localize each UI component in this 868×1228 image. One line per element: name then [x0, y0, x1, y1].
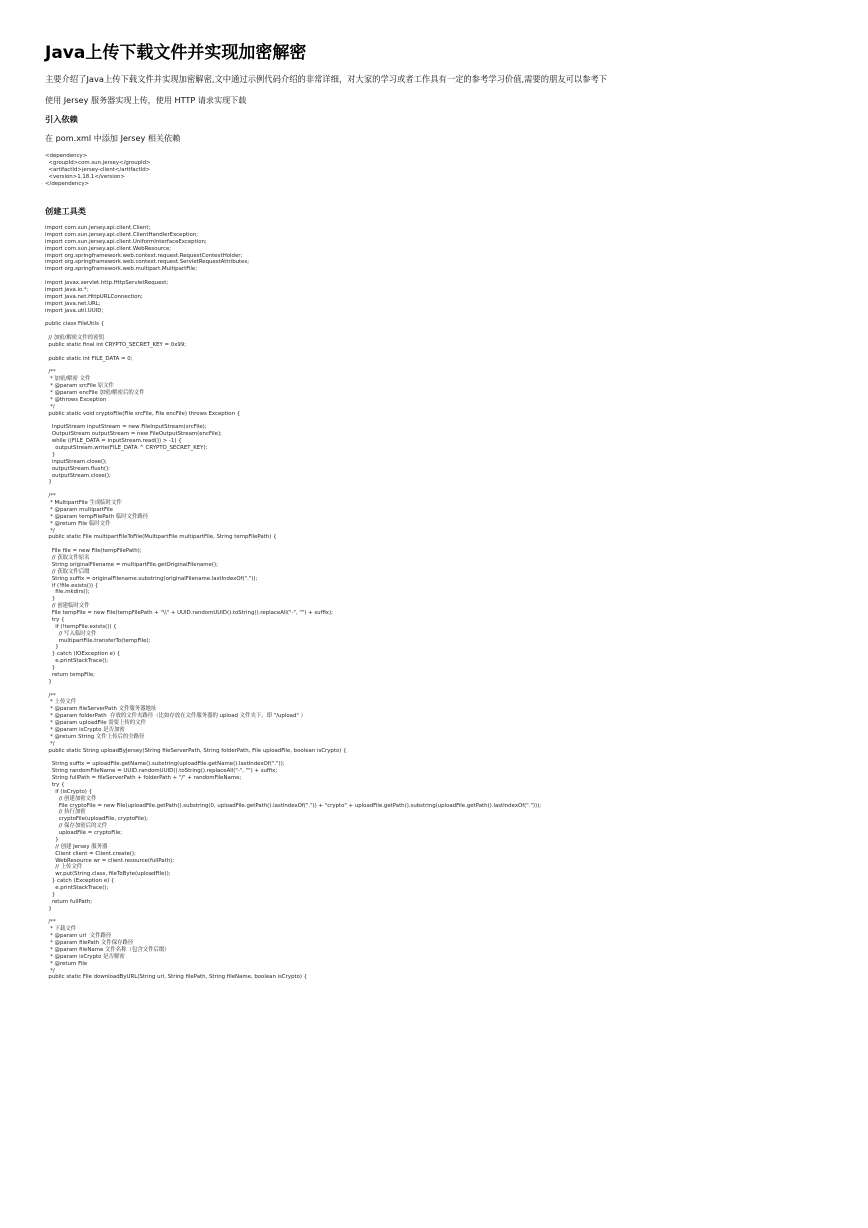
heading-utility-class: 创建工具类: [45, 206, 86, 216]
paragraph-jersey-intro: 使用 Jersey 服务器实现上传，使用 HTTP 请求实现下载: [45, 95, 247, 105]
code-block-fileutils: import com.sun.jersey.api.client.Client; import com.sun.jersey.api.client.ClientHandlerException; import com.sun.jersey.api.client.UniformInterfaceException; import com.sun.jersey.api.client.WebResource; import org.springframework.web.context.request.RequestContextHolder; import org.springframework.web.context.request.ServletRequestAttributes; import org.springframework.web.multipart.MultipartFile; import javax.servlet.http.HttpServletRequest; import java.io.*; import java.net.HttpURLConnection; import java.net.URL; import java.util.UUID; public class FileUtils { // 加密/解密文件的密钥 public static final int CRYPTO_SECRET_KEY = 0x99; public static int FILE_DATA = 0; /** * 加密/解密 文件 * @param srcFile 原文件 * @param encFile 加密/解密后的文件 * @throws Exception */ public static void cryptoFile(File srcFile, File encFile) throws Exception { InputStream inputStream = new FileInputStream(srcFile); OutputStream outputStream = new FileOutputStream(encFile); while ((FILE_DATA = inputStream.read()) > -1) { outputStream.write(FILE_DATA ^ CRYPTO_SECRET_KEY); } inputStream.close(); outputStream.flush(); outputStream.close(); } /** * MultipartFile 生成临时文件 * @param multipartFile * @param tempFilePath 临时文件路径 * @return File 临时文件 */ public static File multipartFileToFile(MultipartFile multipartFile, String tempFilePath) { File file = new File(tempFilePath); // 获取文件原名 String originalFilename = multipartFile.getOriginalFilename(); // 获取文件后缀 String suffix = originalFilename.substring(originalFilename.lastIndexOf(".")); if (!file.exists()) { file.mkdirs(); } // 创建临时文件 File tempFile = new File(tempFilePath + "\\" + UUID.randomUUID().toString().replaceAll("-", "") + suffix); try { if (!tempFile.exists()) { // 写入临时文件 multipartFile.transferTo(tempFile); } } catch (IOException e) { e.printStackTrace(); } return tempFile; } /** * 上传文件 * @param fileServerPath 文件服务器地址 * @param folderPath 存放的文件夹路径（比如存放在文件服务器的 upload 文件夹下，即 "/upload" ） * @param uploadFile 需要上传的文件 * @param isCrypto 是否加密 * @return String 文件上传后的全路径 */ public static String uploadByJersey(String fileServerPath, String folderPath, File uploadFile, boolean isCrypto) { String suffix = uploadFile.getName().substring(uploadFile.getName().lastIndexOf(".")); String randomFileName = UUID.randomUUID().toString().replaceAll("-", "") + suffix; String fullPath = fileServerPath + folderPath + "/" + randomFileName; try { if (isCrypto) { // 创建加密文件 File cryptoFile = new File(uploadFile.getPath().substring(0, uploadFile.getPath().lastIndexOf(".")) + "crypto" + uploadFile.getPath().substring(uploadFile.getPath().lastIndexOf("."))); // 执行加密 cryptoFile(uploadFile, cryptoFile); // 保存加密后的文件 uploadFile = cryptoFile; } // 创建 Jersey 服务器 Client client = Client.create(); WebResource wr = client.resource(fullPath); // 上传文件 wr.put(String.class, fileToByte(uploadFile)); } catch (Exception e) { e.printStackTrace(); } return fullPath; } /** * 下载文件 * @param url 文件路径 * @param filePath 文件保存路径 * @param fileName 文件名称（包含文件后缀） * @param isCrypto 是否解密 * @return File */ public static File downloadByURL(String url, String filePath, String fileName, boolean isCrypto) {: [45, 225, 542, 981]
article-summary: 主要介绍了Java上传下载文件并实现加密解密,文中通过示例代码介绍的非常详细，对大家的学习或者工作具有一定的参考学习价值,需要的朋友可以参考下: [45, 74, 608, 84]
code-block-dependency: <dependency> <groupId>com.sun.jersey</groupId> <artifactId>jersey-client</artifactId> <version>1.18.1</version> </dependency>: [45, 153, 151, 187]
paragraph-pom: 在 pom.xml 中添加 Jersey 相关依赖: [45, 133, 181, 143]
heading-dependencies: 引入依赖: [45, 114, 78, 124]
article-title: Java上传下载文件并实现加密解密: [45, 43, 307, 63]
